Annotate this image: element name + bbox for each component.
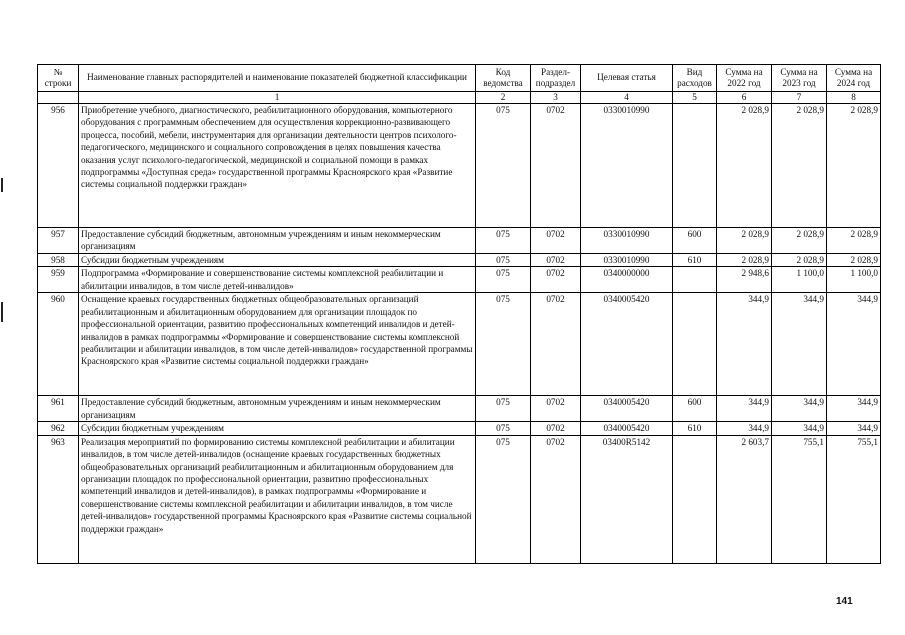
header-section: Раздел-подраздел [531,65,581,92]
row-dept-code: 075 [476,254,531,267]
row-number: 962 [38,422,79,435]
row-target: 0340005420 [581,293,673,396]
row-sum-2024: 2 028,9 [827,104,881,228]
row-sum-2023: 344,9 [772,422,827,435]
row-dept-code: 075 [476,422,531,435]
row-expense-type: 610 [673,422,717,435]
row-section: 0702 [531,267,581,293]
header-row-no: № строки [38,65,79,92]
row-sum-2022: 2 948,6 [717,267,772,293]
row-sum-2024: 1 100,0 [827,267,881,293]
row-dept-code: 075 [476,104,531,228]
table-row [38,104,881,228]
header-target: Целевая статья [581,65,673,92]
row-section: 0702 [531,104,581,228]
row-name: Оснащение краевых государственных бюджетных общеобразовательных организаций реабилитационным и абилитационным оборудованием для организации площадок по профессиональной ориентации, развитию профессиональных компетенций инвалидов и детей-инвалидов в рамках подпрограммы «Формирование и совершенствование системы комплексной реабилитации и абилитации инвалидов, в том числе детей-инвалидов» государственной программы Красноярского края «Развитие системы социальной поддержки граждан» [79,293,476,396]
table-row [38,228,881,254]
row-expense-type [673,104,717,228]
row-target: 0330010990 [581,228,673,254]
row-target: 0330010990 [581,254,673,267]
row-sum-2023: 344,9 [772,293,827,396]
row-dept-code: 075 [476,293,531,396]
column-number: 1 [79,92,476,104]
row-name: Приобретение учебного, диагностического, реабилитационного оборудования, компьютерного оборудования с программным обеспечением для осуществления коррекционно-развивающего процесса, пособий, мебели, инструментария для организации деятельности центров психолого-педагогического, медицинского и социального сопровождения в целях повышения качества оказания услуг психолого-педагогической, медицинской и социальной помощи в рамках подпрограммы «Доступная среда» государственной программы Красноярского края «Развитие системы социальной поддержки граждан» [79,104,476,228]
table-row [38,293,881,396]
row-expense-type: 600 [673,228,717,254]
row-number: 959 [38,267,79,293]
table-row [38,267,881,293]
row-section: 0702 [531,254,581,267]
row-target: 0340005420 [581,422,673,435]
row-sum-2023: 344,9 [772,396,827,422]
row-sum-2022: 344,9 [717,422,772,435]
row-sum-2022: 344,9 [717,396,772,422]
row-sum-2022: 2 028,9 [717,104,772,228]
row-expense-type [673,267,717,293]
row-dept-code: 075 [476,228,531,254]
row-sum-2022: 344,9 [717,293,772,396]
table-row [38,422,881,435]
header-sum-2024: Сумма на 2024 год [827,65,881,92]
row-expense-type: 610 [673,254,717,267]
row-number: 960 [38,293,79,396]
table-row [38,254,881,267]
row-sum-2024: 755,1 [827,435,881,563]
row-dept-code: 075 [476,267,531,293]
row-sum-2024: 344,9 [827,396,881,422]
row-target: 0330010990 [581,104,673,228]
column-number [38,92,79,104]
column-number: 4 [581,92,673,104]
row-name: Субсидии бюджетным учреждениям [79,422,476,435]
row-section: 0702 [531,228,581,254]
page-number: 141 [836,596,853,607]
column-number: 7 [772,92,827,104]
table-row [38,435,881,563]
row-sum-2023: 2 028,9 [772,254,827,267]
column-number: 3 [531,92,581,104]
row-target: 03400R5142 [581,435,673,563]
row-number: 961 [38,396,79,422]
row-name: Предоставление субсидий бюджетным, автономным учреждениям и иным некоммерческим организациям [79,228,476,254]
row-sum-2023: 2 028,9 [772,104,827,228]
row-number: 957 [38,228,79,254]
column-number: 6 [717,92,772,104]
row-sum-2022: 2 603,7 [717,435,772,563]
header-sum-2023: Сумма на 2023 год [772,65,827,92]
row-sum-2022: 2 028,9 [717,254,772,267]
header-name: Наименование главных распорядителей и наименование показателей бюджетной классификации [79,65,476,92]
row-section: 0702 [531,422,581,435]
row-dept-code: 075 [476,435,531,563]
row-section: 0702 [531,293,581,396]
row-number: 958 [38,254,79,267]
row-name: Подпрограмма «Формирование и совершенствование системы комплексной реабилитации и абилитации инвалидов, в том числе детей-инвалидов» [79,267,476,293]
budget-table [37,64,881,564]
header-sum-2022: Сумма на 2022 год [717,65,772,92]
row-target: 0340000000 [581,267,673,293]
header-row [38,65,881,92]
row-name: Реализация мероприятий по формированию системы комплексной реабилитации и абилитации инвалидов, в том числе детей-инвалидов (оснащение краевых государственных бюджетных общеобразовательных организаций реабилитационным и абилитационным оборудованием для организации площадок по профессиональной ориентации, развитию профессиональных компетенций инвалидов и детей-инвалидов), в рамках подпрограммы «Формирование и совершенствование системы комплексной реабилитации и абилитации инвалидов, в том числе детей-инвалидов» государственной программы Красноярского края «Развитие системы социальной поддержки граждан» [79,435,476,563]
row-sum-2023: 2 028,9 [772,228,827,254]
row-expense-type [673,293,717,396]
row-target: 0340005420 [581,396,673,422]
row-sum-2023: 755,1 [772,435,827,563]
column-number-row [38,92,881,104]
row-sum-2023: 1 100,0 [772,267,827,293]
row-expense-type [673,435,717,563]
row-sum-2024: 2 028,9 [827,254,881,267]
row-sum-2024: 344,9 [827,293,881,396]
row-sum-2024: 2 028,9 [827,228,881,254]
scan-artifact [1,302,3,322]
column-number: 2 [476,92,531,104]
header-dept-code: Код ведомства [476,65,531,92]
row-number: 963 [38,435,79,563]
row-section: 0702 [531,435,581,563]
row-expense-type: 600 [673,396,717,422]
row-sum-2022: 2 028,9 [717,228,772,254]
column-number: 8 [827,92,881,104]
table-row [38,396,881,422]
row-name: Предоставление субсидий бюджетным, автономным учреждениям и иным некоммерческим организациям [79,396,476,422]
row-section: 0702 [531,396,581,422]
row-number: 956 [38,104,79,228]
column-number: 5 [673,92,717,104]
row-dept-code: 075 [476,396,531,422]
row-sum-2024: 344,9 [827,422,881,435]
header-expense-type: Вид расходов [673,65,717,92]
row-name: Субсидии бюджетным учреждениям [79,254,476,267]
scan-artifact [1,178,3,192]
